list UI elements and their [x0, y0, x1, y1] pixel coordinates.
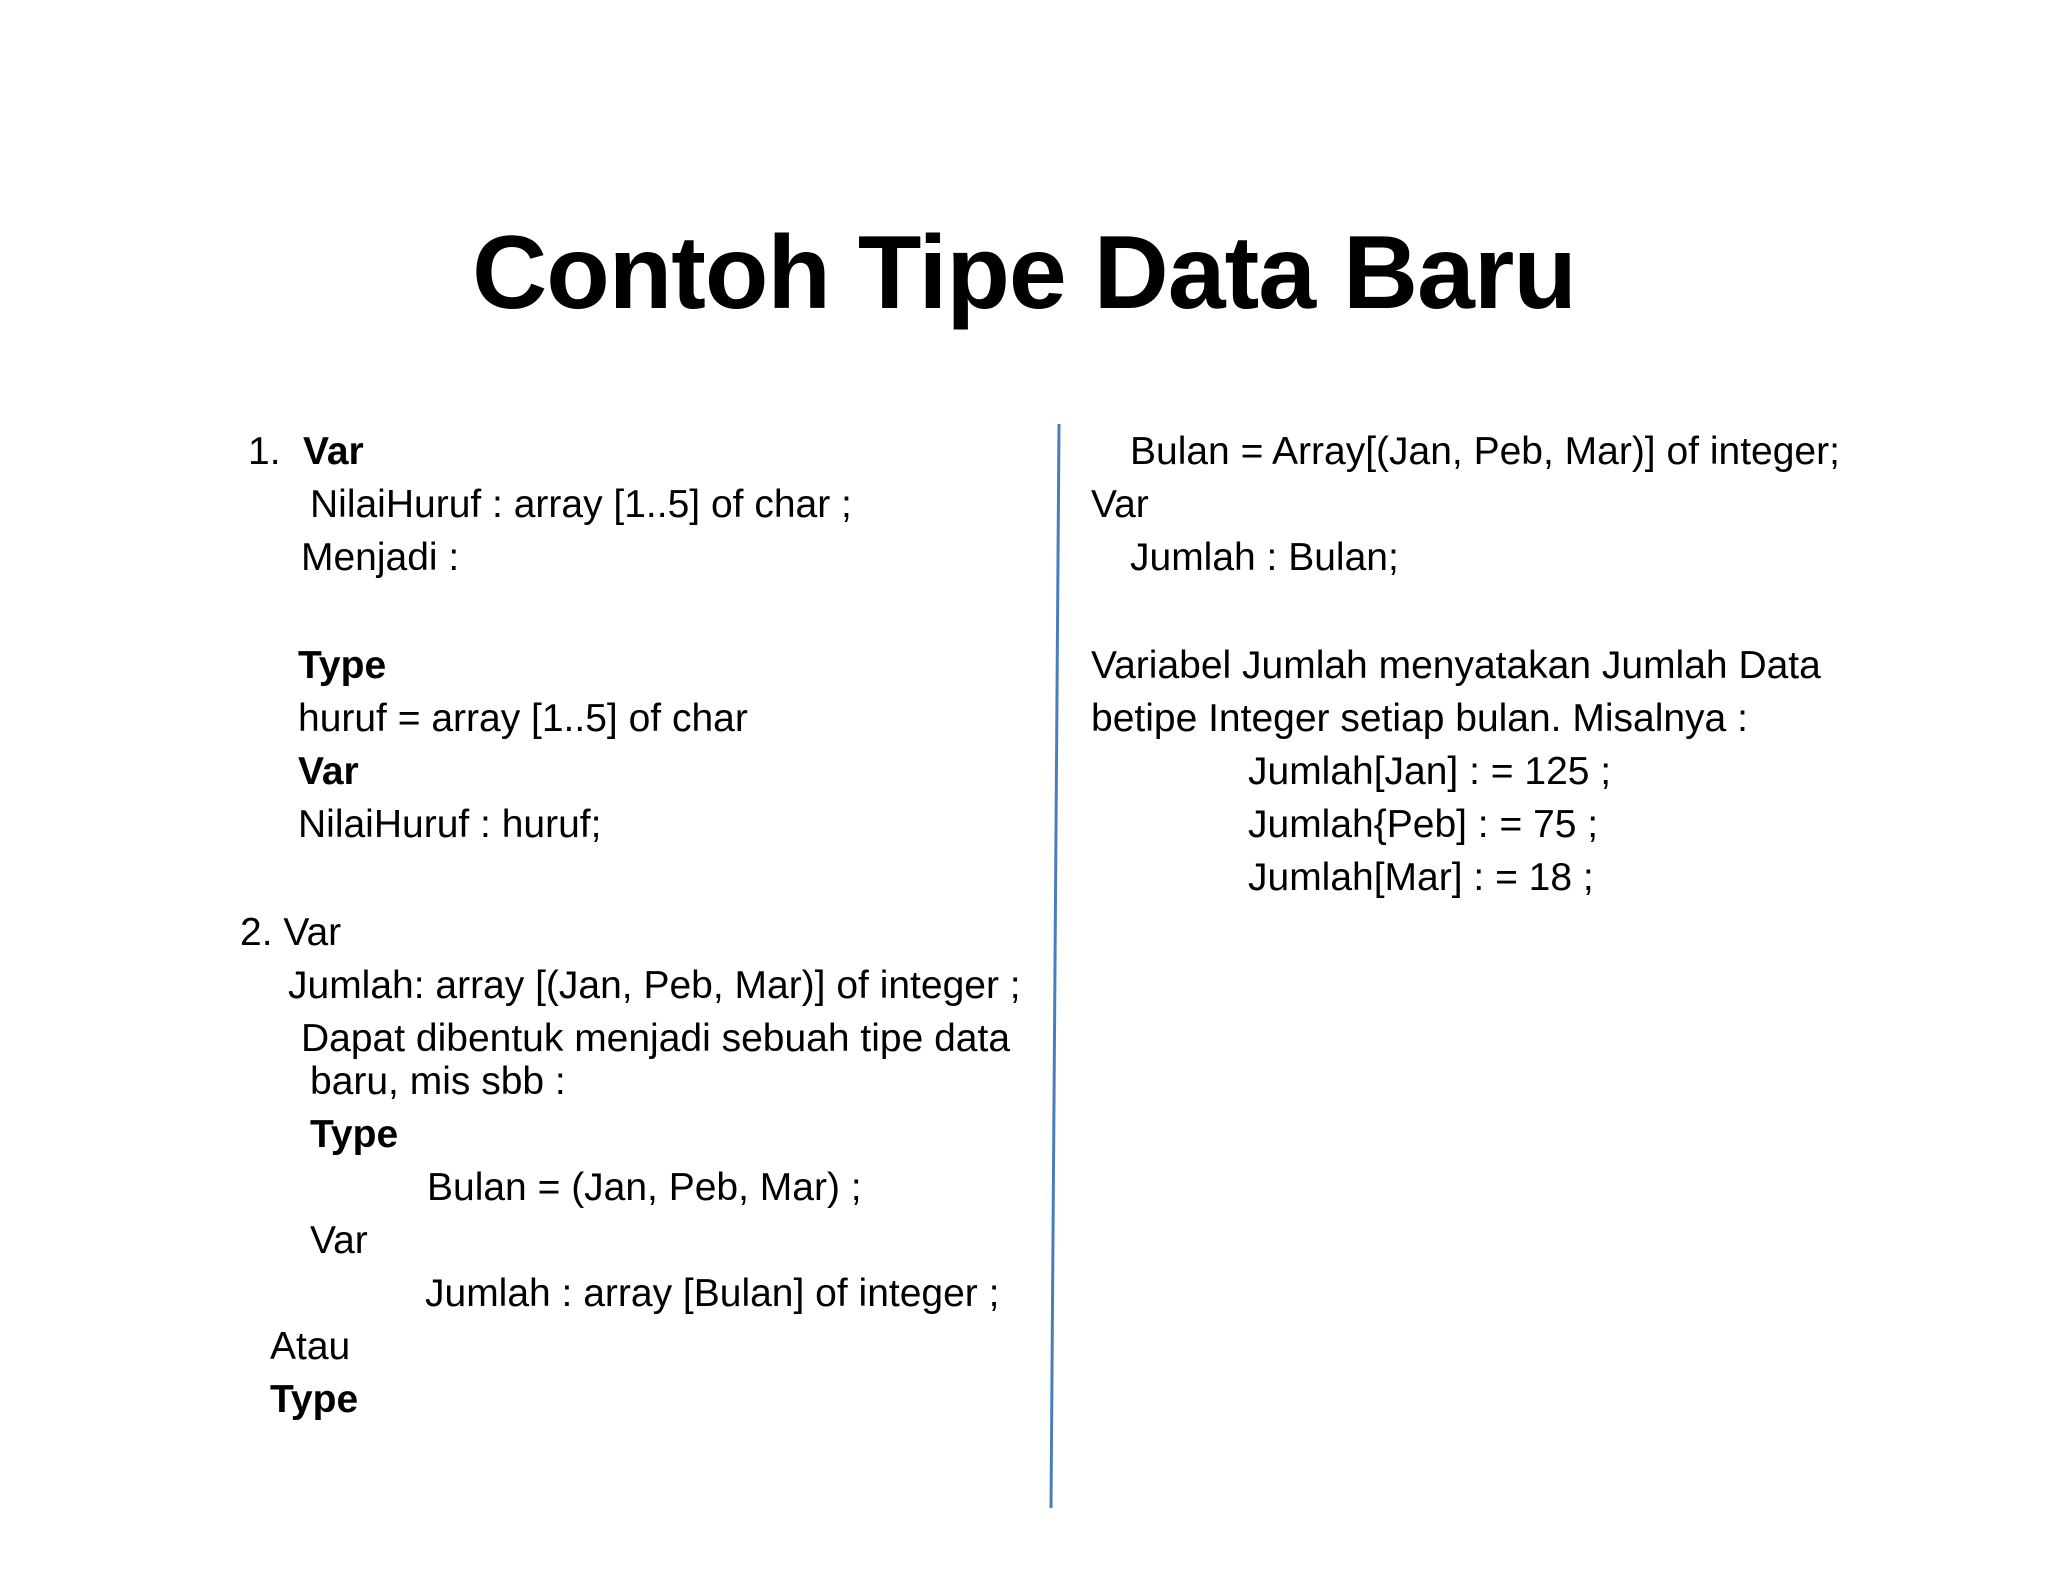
right-example-mar: Jumlah[Mar] : = 18 ; [1248, 856, 1594, 899]
right-var-keyword: Var [1091, 483, 1149, 526]
item2-type-keyword: Type [310, 1113, 399, 1156]
right-example-peb: Jumlah{Peb] : = 75 ; [1248, 803, 1599, 846]
item1-var-keyword: Var [303, 430, 364, 473]
item1-var2-keyword: Var [298, 750, 359, 793]
item2-type2-keyword: Type [270, 1378, 359, 1421]
slide-title: Contoh Tipe Data Baru [472, 215, 1576, 331]
right-description-line1: Variabel Jumlah menyatakan Jumlah Data [1091, 644, 1821, 687]
item1-number: 1. [248, 430, 281, 473]
item2-declaration: Jumlah: array [(Jan, Peb, Mar)] of integer ; [288, 964, 1021, 1007]
item2-jumlah-declaration: Jumlah : array [Bulan] of integer ; [425, 1272, 1000, 1315]
right-jumlah-declaration: Jumlah : Bulan; [1130, 536, 1399, 579]
item1-declaration: NilaiHuruf : array [1..5] of char ; [310, 483, 852, 526]
right-example-jan: Jumlah[Jan] : = 125 ; [1248, 750, 1612, 793]
item2-text-line1: Dapat dibentuk menjadi sebuah tipe data [301, 1017, 1011, 1060]
right-bulan-declaration: Bulan = Array[(Jan, Peb, Mar)] of integer; [1130, 430, 1840, 473]
item2-text-line2: baru, mis sbb : [310, 1060, 566, 1103]
item1-type-keyword: Type [298, 644, 387, 687]
item1-type-declaration: huruf = array [1..5] of char [298, 697, 748, 740]
item1-var2-declaration: NilaiHuruf : huruf; [298, 803, 602, 846]
item1-menjadi-label: Menjadi : [301, 536, 460, 579]
item2-var-keyword: Var [310, 1219, 368, 1262]
item2-heading: 2. Var [240, 911, 342, 954]
right-description-line2: betipe Integer setiap bulan. Misalnya : [1091, 697, 1748, 740]
item2-atau-label: Atau [270, 1325, 351, 1368]
item2-bulan-declaration: Bulan = (Jan, Peb, Mar) ; [427, 1166, 862, 1209]
